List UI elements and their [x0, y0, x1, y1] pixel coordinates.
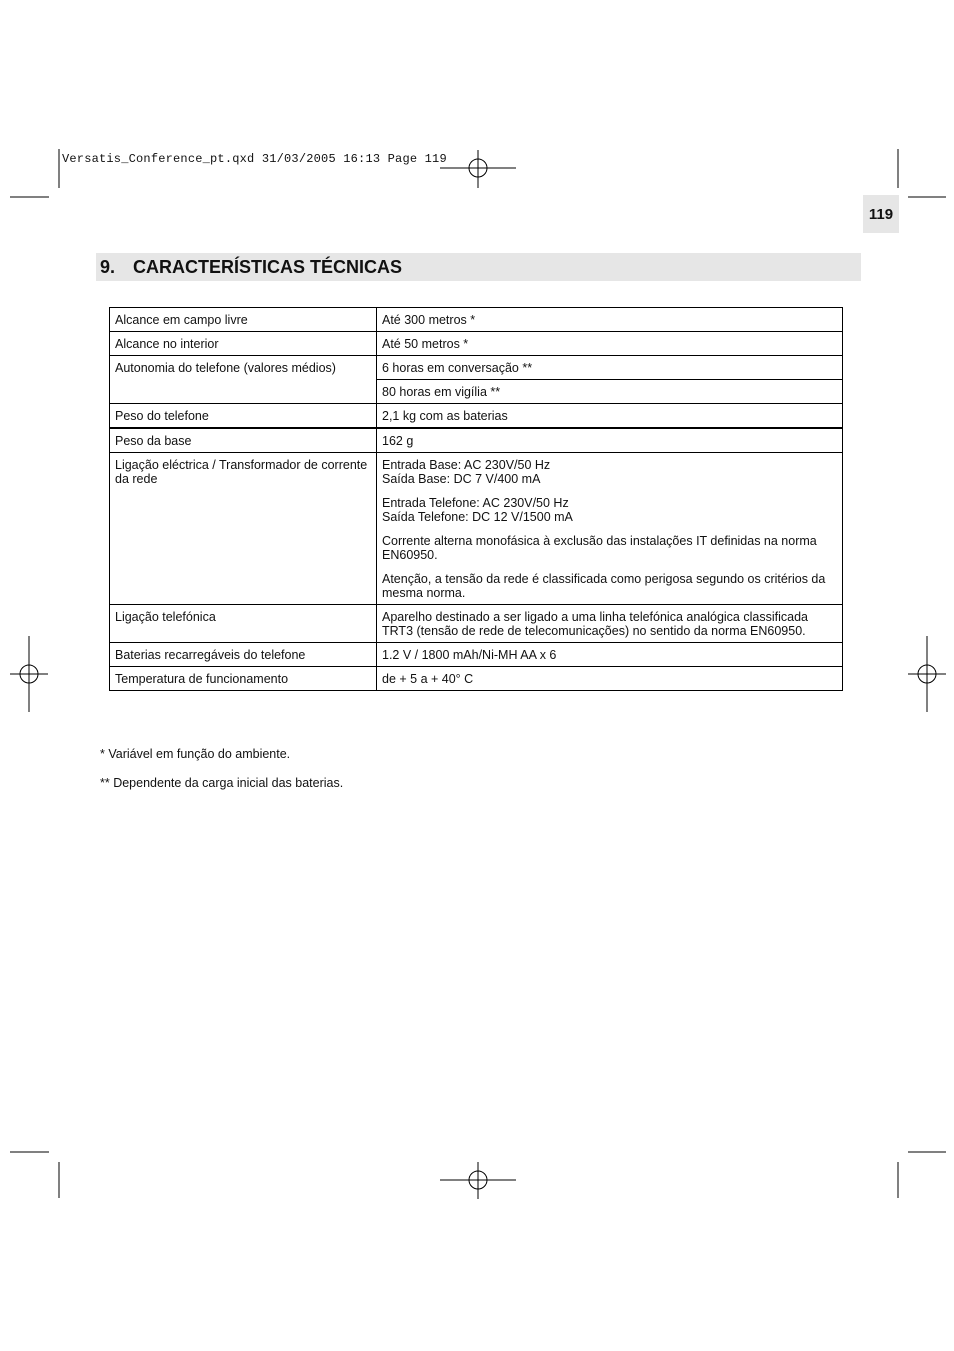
specs-table	[109, 307, 843, 691]
table-row	[110, 428, 843, 453]
spec-value: Até 300 metros *	[377, 308, 843, 332]
table-row	[110, 332, 843, 356]
registration-mark-bottom	[440, 1162, 516, 1199]
page-number: 119	[863, 195, 899, 233]
spec-value: Aparelho destinado a ser ligado a uma linha telefónica analógica classificada TRT3 (tensão de rede de telecomunicações) no sentido da norma EN60950.	[377, 605, 843, 643]
table-row	[110, 404, 843, 429]
spec-value: 162 g	[377, 428, 843, 453]
spec-label: Peso da base	[110, 428, 377, 453]
section-number: 9.	[100, 256, 116, 277]
spec-label: Alcance no interior	[110, 332, 377, 356]
footnote-double-asterisk: ** Dependente da carga inicial das baterias.	[100, 776, 344, 790]
spec-label: Baterias recarregáveis do telefone	[110, 643, 377, 667]
spec-value: 80 horas em vigília **	[377, 380, 843, 404]
spec-label: Alcance em campo livre	[110, 308, 377, 332]
spec-value: 1.2 V / 1800 mAh/Ni-MH AA x 6	[377, 643, 843, 667]
spec-value: de + 5 a + 40° C	[377, 667, 843, 691]
table-row	[110, 605, 843, 643]
spec-label: Ligação telefónica	[110, 605, 377, 643]
spec-label: Autonomia do telefone (valores médios)	[110, 356, 377, 404]
spec-label: Temperatura de funcionamento	[110, 667, 377, 691]
section-heading	[96, 253, 861, 281]
spec-value: Entrada Base: AC 230V/50 Hz Saída Base: DC 7 V/400 mA Entrada Telefone: AC 230V/50 Hz Saída Telefone: DC 12 V/1500 mA Corrente alterna monofásica à exclusão das instalações IT definidas na norma EN60950. Atenção, a tensão da rede é classificada como perigosa segundo os critérios da mesma norma.	[377, 453, 843, 605]
registration-mark-right	[908, 636, 946, 712]
table-row	[110, 643, 843, 667]
spec-label: Ligação eléctrica / Transformador de corrente da rede	[110, 453, 377, 605]
print-slug: Versatis_Conference_pt.qxd 31/03/2005 16:13 Page 119	[62, 152, 447, 166]
table-row	[110, 308, 843, 332]
footnote-single-asterisk: * Variável em função do ambiente.	[100, 747, 291, 761]
section-title: CARACTERÍSTICAS TÉCNICAS	[133, 256, 403, 277]
table-row	[110, 453, 843, 605]
table-row	[110, 356, 843, 380]
registration-mark-top	[440, 150, 516, 188]
spec-value: Até 50 metros *	[377, 332, 843, 356]
spec-label: Peso do telefone	[110, 404, 377, 429]
registration-mark-left	[10, 636, 48, 712]
spec-value: 6 horas em conversação **	[377, 356, 843, 380]
spec-value: 2,1 kg com as baterias	[377, 404, 843, 429]
table-row	[110, 667, 843, 691]
